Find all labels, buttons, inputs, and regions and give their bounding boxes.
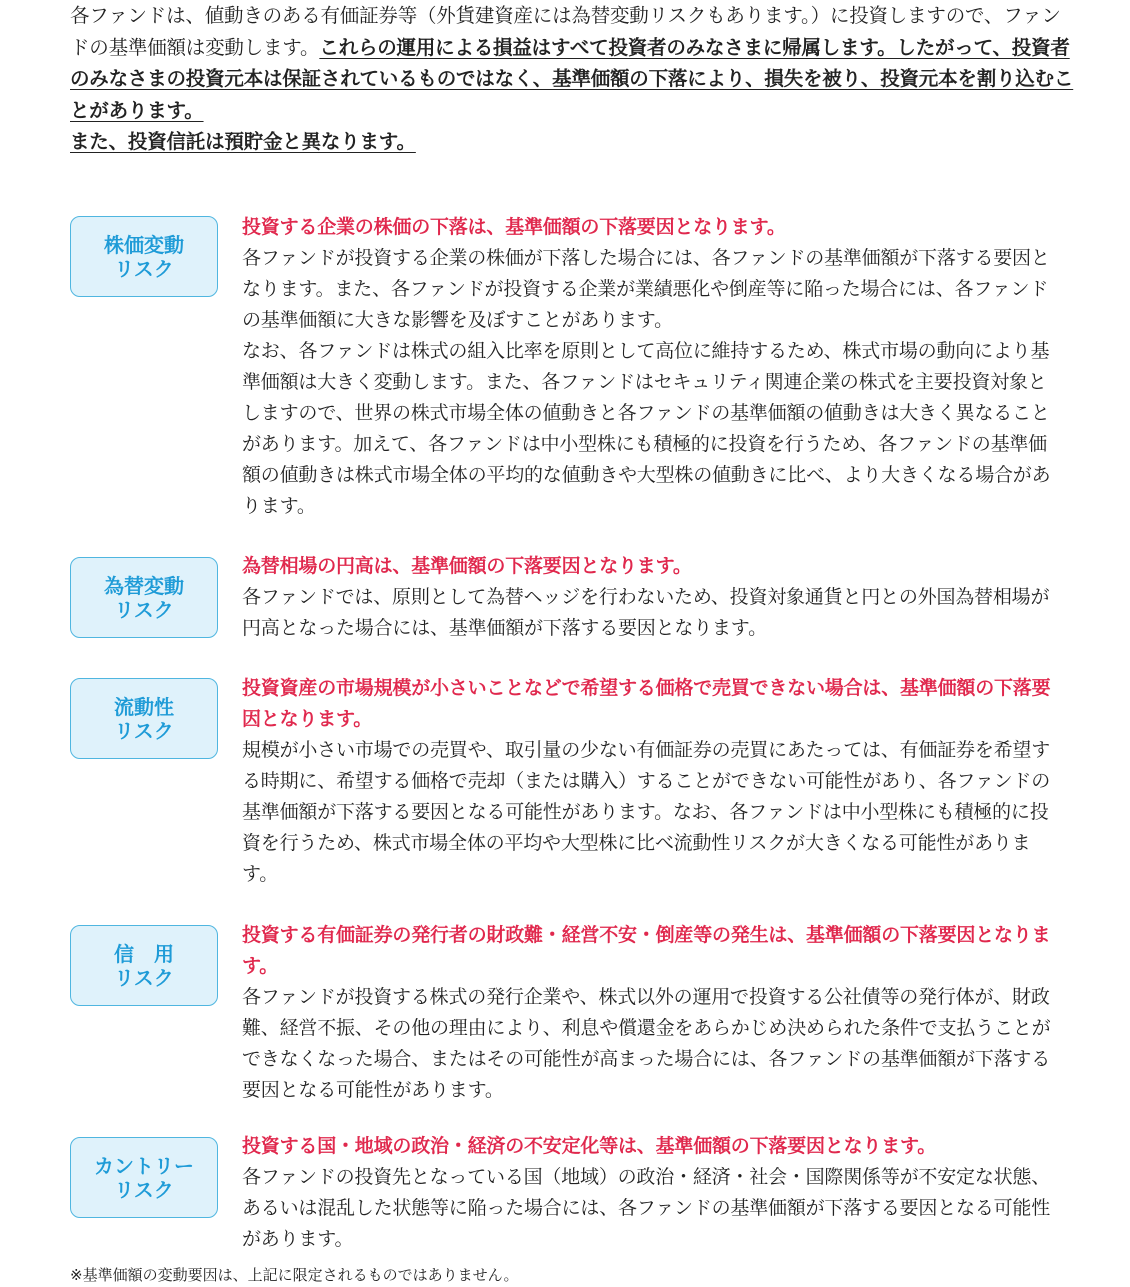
risk-label-line2: リスク: [114, 718, 174, 743]
risk-label-badge: [70, 1137, 218, 1218]
intro-strong-text: これらの運用による損益はすべて投資者のみなさまに帰属します。したがって、投資者のみなさまの投資元本は保証されているものではなく、基準価額の下落により、損失を被り、投資元本を割り込むことがあります。: [70, 35, 1074, 122]
risk-description: [242, 212, 1062, 522]
risk-headline: 投資する国・地域の政治・経済の不安定化等は、基準価額の下落要因となります。: [242, 1135, 937, 1157]
risk-description: [242, 1131, 1062, 1255]
risk-label-badge: [70, 925, 218, 1006]
risk-label-line1: 信 用: [114, 941, 174, 966]
risk-label-line2: リスク: [114, 256, 174, 281]
risk-paragraph: 各ファンドが投資する株式の発行企業や、株式以外の運用で投資する公社債等の発行体が、財政難、経営不振、その他の理由により、利息や償還金をあらかじめ決められた条件で支払うことができなくなった場合、またはその可能性が高まった場合には、各ファンドの基準価額が下落する要因となる可能性があります。: [242, 986, 1051, 1101]
risk-headline: 投資する企業の株価の下落は、基準価額の下落要因となります。: [242, 216, 786, 238]
risk-label-badge: [70, 216, 218, 297]
footnote: ※基準価額の変動要因は、上記に限定されるものではありません。: [70, 1266, 519, 1284]
risk-label-badge: [70, 678, 218, 759]
risk-label-line1: 流動性: [114, 694, 174, 719]
risk-paragraph: 各ファンドの投資先となっている国（地域）の政治・経済・社会・国際関係等が不安定な状態、あるいは混乱した状態等に陥った場合には、各ファンドの基準価額が下落する要因となる可能性があります。: [242, 1166, 1051, 1250]
risk-paragraph: 規模が小さい市場での売買や、取引量の少ない有価証券の売買にあたっては、有価証券を希望する時期に、希望する価格で売却（または購入）することができない可能性があり、各ファンドの基準価額が下落する要因となる可能性があります。なお、各ファンドは中小型株にも積極的に投資を行うため、株式市場全体の平均や大型株に比べ流動性リスクが大きくなる可能性があります。: [242, 739, 1051, 885]
risk-label-badge: [70, 557, 218, 638]
risk-headline: 投資資産の市場規模が小さいことなどで希望する価格で売買できない場合は、基準価額の下落要因となります。: [242, 677, 1051, 730]
intro-normal-text: 各ファンドは、値動きのある有価証券等（外貨建資産には為替変動リスクもあります。）に投資しますので、ファンドの基準価額は変動します。: [70, 4, 1061, 59]
intro-deposit-text: また、投資信託は預貯金と異なります。: [70, 130, 416, 153]
risk-description: [242, 920, 1062, 1106]
risk-headline: 為替相場の円高は、基準価額の下落要因となります。: [242, 555, 692, 577]
risk-label-line1: 為替変動: [104, 573, 184, 598]
risk-paragraph: 各ファンドが投資する企業の株価が下落した場合には、各ファンドの基準価額が下落する要因となります。また、各ファンドが投資する企業が業績悪化や倒産等に陥った場合には、各ファンドの基準価額に大きな影響を及ぼすことがあります。: [242, 247, 1050, 331]
risk-paragraph: 各ファンドでは、原則として為替ヘッジを行わないため、投資対象通貨と円との外国為替相場が円高となった場合には、基準価額が下落する要因となります。: [242, 586, 1050, 639]
intro-section: [70, 0, 1080, 158]
risk-paragraph: なお、各ファンドは株式の組入比率を原則として高位に維持するため、株式市場の動向により基準価額は大きく変動します。また、各ファンドはセキュリティ関連企業の株式を主要投資対象としますので、世界の株式市場全体の値動きと各ファンドの基準価額の値動きは大きく異なることがあります。加えて、各ファンドは中小型株にも積極的に投資を行うため、各ファンドの基準価額の値動きは株式市場全体の平均的な値動きや大型株の値動きに比べ、より大きくなる場合があります。: [242, 340, 1051, 517]
risk-description: [242, 551, 1062, 644]
risk-description: [242, 673, 1062, 890]
risk-label-line2: リスク: [114, 597, 174, 622]
risk-label-line1: カントリー: [94, 1153, 194, 1178]
intro-deposit-note: [70, 126, 1080, 158]
risk-label-line2: リスク: [114, 1177, 174, 1202]
risk-headline: 投資する有価証券の発行者の財政難・経営不安・倒産等の発生は、基準価額の下落要因となります。: [242, 924, 1051, 977]
risk-label-line1: 株価変動: [104, 232, 184, 257]
risk-label-line2: リスク: [114, 965, 174, 990]
intro-paragraph: [70, 0, 1080, 126]
